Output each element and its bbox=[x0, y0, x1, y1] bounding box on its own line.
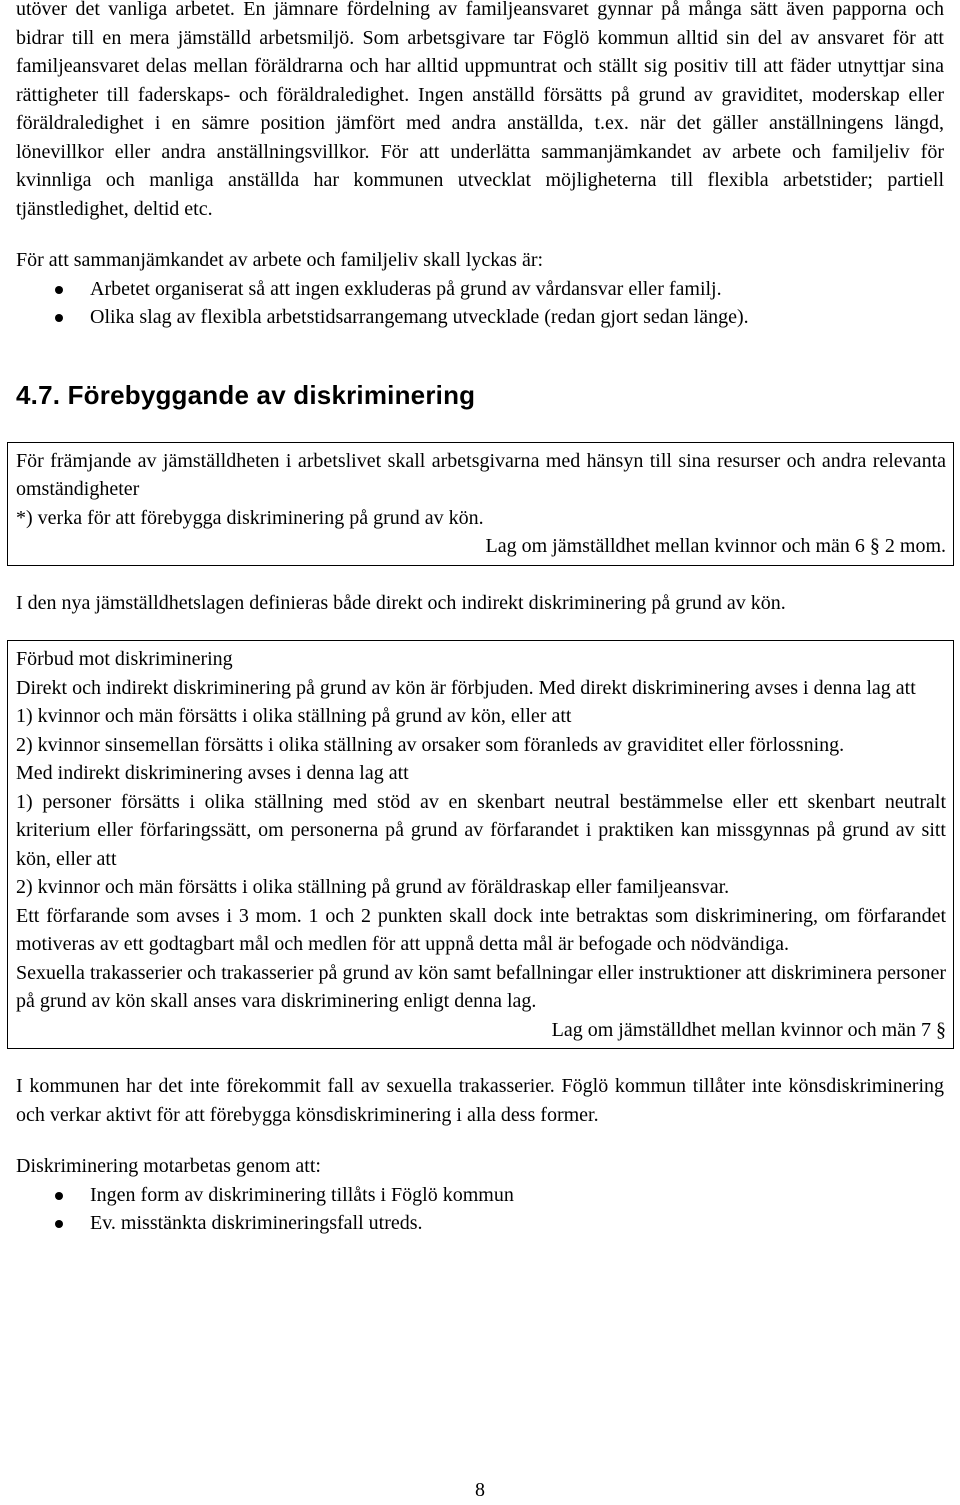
bullet-icon bbox=[55, 286, 63, 294]
list-item bbox=[16, 303, 944, 332]
page-number: 8 bbox=[475, 1479, 485, 1501]
bullet-icon bbox=[55, 1192, 63, 1200]
spacer bbox=[16, 1129, 944, 1152]
quote-text: 2) kvinnor sinsemellan försätts i olika ställning av orsaker som föranleds av graviditet eller förlossning. bbox=[16, 733, 845, 756]
quote-text: Sexuella trakasserier och trakasserier på grund av kön samt befallningar eller instruktioner att diskriminera personer på grund av kön skall anses vara diskriminering enligt denna lag. bbox=[16, 961, 946, 1012]
section-heading: 4.7. Förebyggande av diskriminering bbox=[16, 379, 476, 410]
spacer bbox=[16, 566, 944, 589]
spacer bbox=[16, 223, 944, 246]
list-item bbox=[16, 275, 944, 304]
law-paragraph: I den nya jämställdhetslagen definieras både direkt och indirekt diskriminering på grund av kön. bbox=[16, 591, 786, 614]
quote-title: Förbud mot diskriminering bbox=[16, 648, 233, 670]
spacer bbox=[16, 1049, 944, 1072]
quote-text: 2) kvinnor och män försätts i olika ställning på grund av föräldraskap eller familjeansvar. bbox=[16, 876, 730, 898]
quote-text: 1) kvinnor och män försätts i olika ställning på grund av kön, eller att bbox=[16, 705, 572, 727]
spacer bbox=[16, 617, 944, 640]
quote-text: För främjande av jämställdheten i arbetslivet skall arbetsgivarna med hänsyn till sina resurser och andra relevanta omständigheter bbox=[16, 449, 946, 500]
list-item-text: Arbetet organiserat så att ingen exkluderas på grund av vårdansvar eller familj. bbox=[90, 277, 722, 300]
counter-list bbox=[16, 1181, 944, 1238]
success-list bbox=[16, 275, 944, 332]
quote-text: 1) personer försätts i olika ställning med stöd av en skenbart neutral bestämmelse eller ett skenbart neutralt kriterium eller förfaringssätt, om personerna på grund av förfarandet i praktiken kan missgynnas på grund av sitt kön, eller att bbox=[16, 790, 946, 870]
quote-text: Direkt och indirekt diskriminering på grund av kön är förbjuden. Med direkt diskriminering avses i denna lag att bbox=[16, 676, 916, 699]
bullet-icon bbox=[55, 314, 63, 322]
list-item bbox=[16, 1181, 944, 1210]
quote-text: *) verka för att förebygga diskriminering på grund av kön. bbox=[16, 506, 484, 529]
quote-text: Ett förfarande som avses i 3 mom. 1 och 2 punkten skall dock inte betraktas som diskriminering, om förfarandet motiveras av ett godtagbart mål och medlen för att uppnå detta mål är befogade och nödvändiga. bbox=[16, 904, 946, 955]
counter-lead: Diskriminering motarbetas genom att: bbox=[16, 1155, 321, 1177]
law-quote-box-6 bbox=[7, 442, 954, 566]
list-item-text: Ev. misstänkta diskrimineringsfall utreds. bbox=[90, 1212, 423, 1234]
document-page bbox=[16, 0, 944, 1238]
intro-paragraph: utöver det vanliga arbetet. En jämnare fördelning av familjeansvaret gynnar på många sätt även papporna och bidrar till en mera jämställd arbetsmiljö. Som arbetsgivare tar Föglö kommun alltid sin del av ansvaret för att familjeansvaret delas mellan föräldrarna och har alltid uppmuntrat och ställt sig positiv till att fäder utnyttjar sina rättigheter till faderskaps- och föräldraledighet. Ingen anställd försätts på grund av graviditet, moderskap eller föräldraledighet i en sämre position jämfört med andra anställda, t.ex. när det gäller anställningens längd, lönevillkor eller andra anställningsvillkor. För att underlätta sammanjämkandet av arbete och familjeliv för kvinnliga och manliga anställda har kommunen utvecklat möjligheterna till flexibla arbetstider; partiell tjänstledighet, deltid etc. bbox=[16, 0, 944, 220]
quote-text: Med indirekt diskriminering avses i denna lag att bbox=[16, 762, 409, 784]
list-item-text: Olika slag av flexibla arbetstidsarrangemang utvecklade (redan gjort sedan länge). bbox=[90, 306, 749, 328]
municipality-paragraph: I kommunen har det inte förekommit fall av sexuella trakasserier. Föglö kommun tillåter inte könsdiskriminering och verkar aktivt för att förebygga könsdiskriminering i alla dess former. bbox=[16, 1075, 944, 1126]
success-lead: För att sammanjämkandet av arbete och familjeliv skall lyckas är: bbox=[16, 249, 544, 271]
bullet-icon bbox=[55, 1220, 63, 1228]
law-quote-box-7 bbox=[7, 640, 954, 1049]
law-reference: Lag om jämställdhet mellan kvinnor och män 7 § bbox=[551, 1018, 946, 1041]
law-reference: Lag om jämställdhet mellan kvinnor och män 6 § 2 mom. bbox=[485, 535, 946, 557]
list-item-text: Ingen form av diskriminering tillåts i Föglö kommun bbox=[90, 1183, 514, 1206]
list-item bbox=[16, 1209, 944, 1238]
